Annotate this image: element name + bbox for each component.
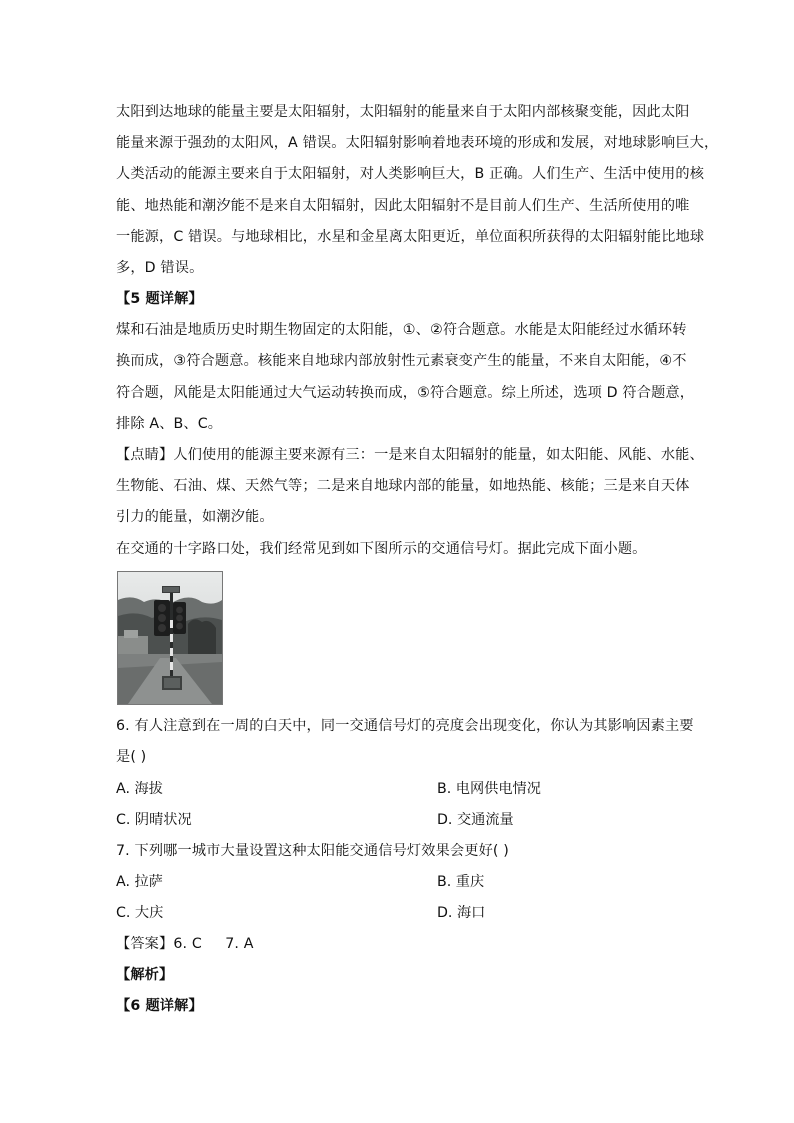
intro-text: 在交通的十字路口处，我们经常见到如下图所示的交通信号灯。据此完成下面小题。	[116, 541, 647, 557]
text-line: 多，D 错误。	[116, 259, 204, 276]
text-line: 符合题，风能是太阳能通过大气运动转换而成，⑤符合题意。综上所述，选项 D 符合题意，	[116, 384, 695, 401]
q5-heading: 【5 题详解】	[116, 291, 203, 307]
q6-option-c: C. 阴晴状况	[116, 812, 192, 828]
question-6-stem: 6. 有人注意到在一周的白天中，同一交通信号灯的亮度会出现变化，你认为其影响因素主要	[116, 718, 694, 734]
explanation-block-1	[116, 97, 719, 284]
text-line: 能、地热能和潮汐能不是来自太阳辐射，因此太阳辐射不是目前人们生产、生活所使用的唯	[116, 197, 690, 214]
q6-option-a: A. 海拔	[116, 781, 163, 797]
q7-option-b: B. 重庆	[437, 874, 485, 890]
tip-line: 生物能、石油、煤、天然气等；二是来自地球内部的能量，如地热能、核能；三是来自天体	[116, 478, 690, 495]
text-line: 人类活动的能源主要来自于太阳辐射，对人类影响巨大，B 正确。人们生产、生活中使用的核	[116, 166, 705, 183]
text-line: 煤和石油是地质历史时期生物固定的太阳能，①、②符合题意。水能是太阳能经过水循环转	[116, 322, 687, 339]
text-line: 排除 A、B、C。	[116, 415, 223, 432]
tip-line: 引力的能量，如潮汐能。	[116, 509, 274, 526]
question-7	[116, 836, 684, 867]
q6-heading: 【6 题详解】	[116, 998, 203, 1015]
question-7-stem: 7. 下列哪一城市大量设置这种太阳能交通信号灯效果会更好( )	[116, 843, 509, 859]
answer-line: 【答案】6. C 7. A	[116, 936, 254, 952]
answer-section	[116, 929, 684, 1023]
q6-option-d: D. 交通流量	[437, 812, 514, 828]
q7-option-c: C. 大庆	[116, 905, 164, 921]
traffic-light-illustration	[118, 572, 222, 704]
text-line: 能量来源于强劲的太阳风，A 错误。太阳辐射影响着地表环境的形成和发展，对地球影响巨大，	[116, 135, 719, 152]
traffic-light-photo	[117, 571, 223, 705]
text-line: 太阳到达地球的能量主要是太阳辐射，太阳辐射的能量来自于太阳内部核聚变能，因此太阳	[116, 104, 690, 120]
q7-option-a: A. 拉萨	[116, 874, 163, 890]
text-line: 换而成，③符合题意。核能来自地球内部放射性元素衰变产生的能量，不来自太阳能，④不	[116, 353, 687, 370]
analysis-heading: 【解析】	[116, 967, 174, 984]
q7-option-d: D. 海口	[437, 905, 486, 921]
intro-section	[116, 534, 684, 565]
q6-option-b: B. 电网供电情况	[437, 781, 541, 797]
text-line: 一能源，C 错误。与地球相比，水星和金星离太阳更近，单位面积所获得的太阳辐射能比地球	[116, 228, 705, 245]
tip-line: 【点睛】人们使用的能源主要来源有三：一是来自太阳辐射的能量，如太阳能、风能、水能、	[116, 447, 704, 463]
question-6-stem: 是( )	[116, 749, 147, 766]
q5-section	[116, 284, 695, 440]
tip-section	[116, 440, 704, 534]
question-6	[116, 711, 694, 773]
